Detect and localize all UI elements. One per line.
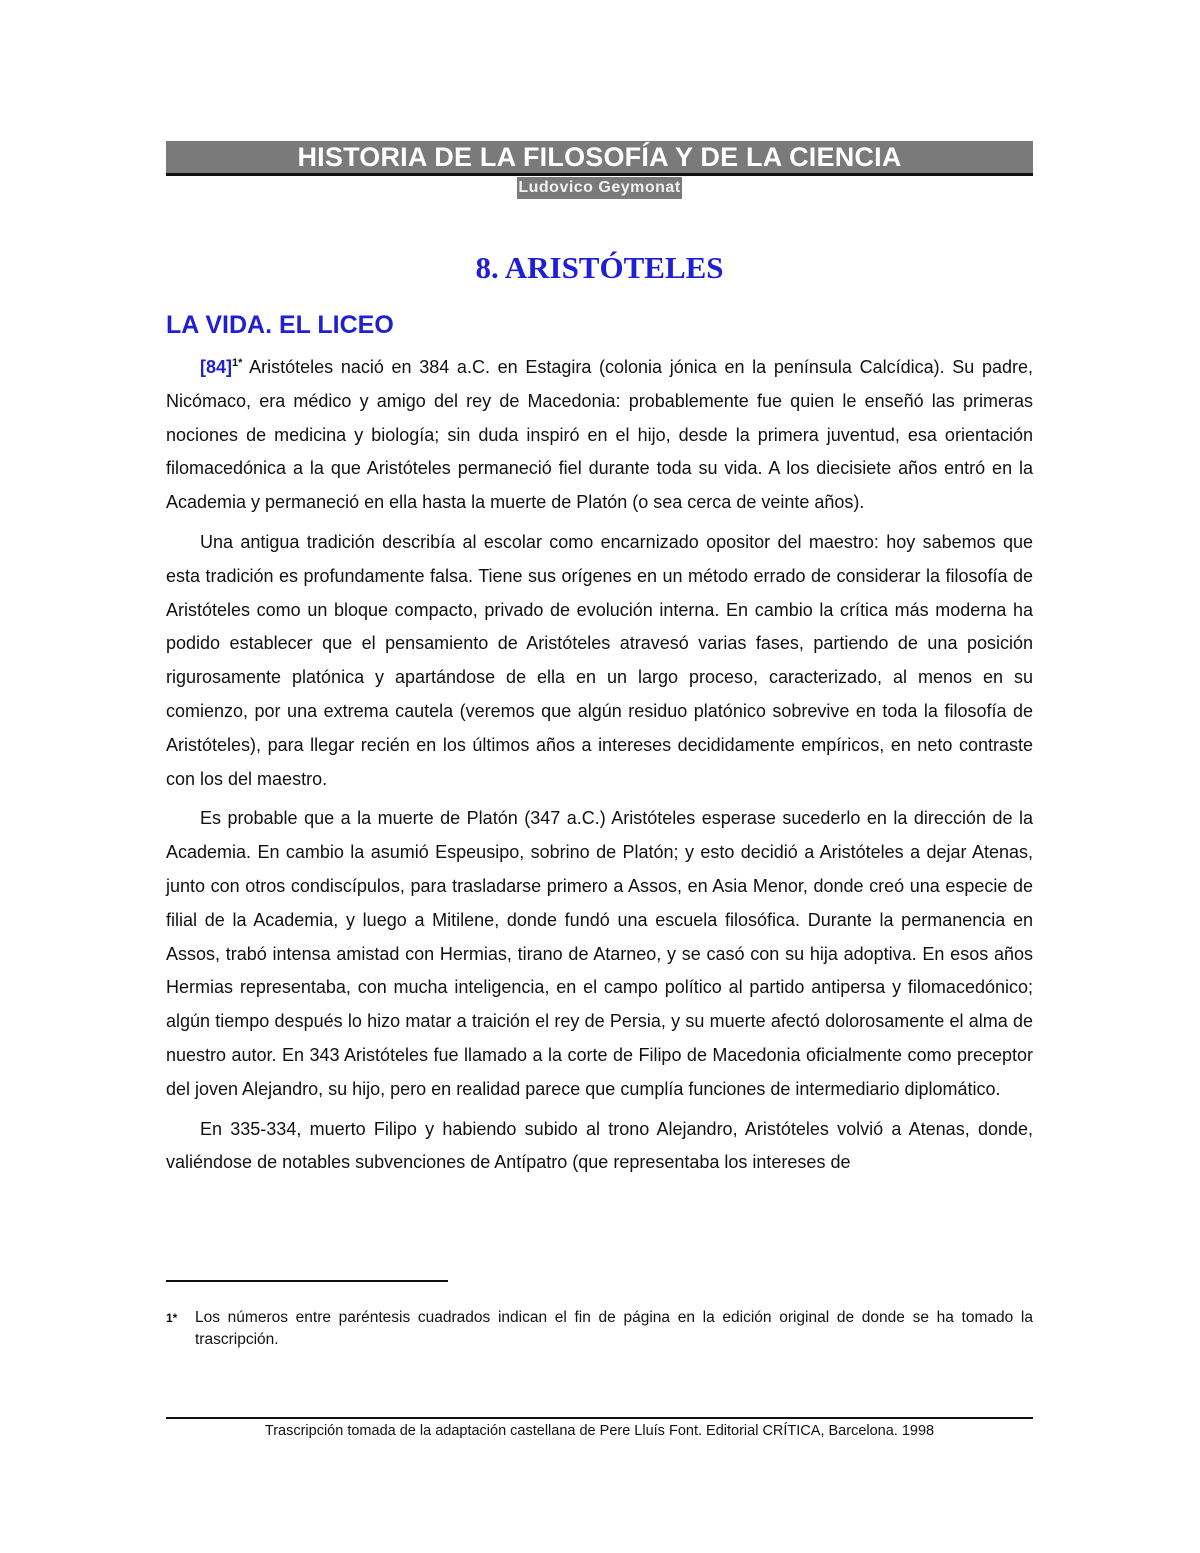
- paragraph-3: Es probable que a la muerte de Platón (347 a.C.) Aristóteles esperase sucederlo en la dirección de la Academia. En cambio la asumió Espeusipo, sobrino de Platón; y esto decidió a Aristóteles a dejar Atenas, junto con otros condiscípulos, para trasladarse primero a Assos, en Asia Menor, donde creó una especie de filial de la Academia, y luego a Mitilene, donde fundó una escuela filosófica. Durante la permanencia en Assos, trabó intensa amistad con Hermias, tirano de Atarneo, y se casó con su hija adoptiva. En esos años Hermias representaba, con mucha inteligencia, en el campo político al partido antipersa y filomacedónico; algún tiempo después lo hizo matar a traición el rey de Persia, y su muerte afectó dolorosamente el alma de nuestro autor. En 343 Aristóteles fue llamado a la corte de Filipo de Macedonia oficialmente como preceptor del joven Alejandro, su hijo, pero en realidad parece que cumplía funciones de intermediario diplomático.: [166, 808, 1033, 1099]
- body-text: [166, 351, 1033, 1186]
- footnote-number: 1*: [166, 1311, 178, 1325]
- author-line: [166, 177, 1033, 199]
- paragraph-1: [166, 351, 1033, 520]
- author-name: Ludovico Geymonat: [517, 177, 681, 199]
- footnote-marker: 1*: [232, 357, 243, 369]
- book-title: HISTORIA DE LA FILOSOFÍA Y DE LA CIENCIA: [166, 141, 1033, 176]
- footnote-separator: [166, 1280, 448, 1282]
- section-title: LA VIDA. EL LICEO: [166, 311, 394, 339]
- paragraph-1-text: Aristóteles nació en 384 a.C. en Estagira (colonia jónica en la península Calcídica). Su padre, Nicómaco, era médico y amigo del rey de Macedonia: probablemente fue quien le enseñó las primeras nociones de medicina y biología; sin duda inspiró en el hijo, desde la primera juventud, esa orientación filomacedónica a la que Aristóteles permaneció fiel durante toda su vida. A los diecisiete años entró en la Academia y permaneció en ella hasta la muerte de Platón (o sea cerca de veinte años).: [166, 357, 1033, 513]
- footnote: [166, 1307, 1033, 1351]
- footer-separator: [166, 1417, 1033, 1419]
- chapter-title: 8. ARISTÓTELES: [475, 250, 724, 285]
- page-footer: Trascripción tomada de la adaptación castellana de Pere Lluís Font. Editorial CRÍTICA, Barcelona. 1998: [264, 1423, 935, 1439]
- footnote-text: Los números entre paréntesis cuadrados indican el fin de página en la edición original de donde se ha tomado la trascripción.: [195, 1309, 1033, 1348]
- page-reference: [84]: [200, 357, 233, 377]
- document-header: [166, 141, 1033, 199]
- paragraph-4: En 335-334, muerto Filipo y habiendo subido al trono Alejandro, Aristóteles volvió a Atenas, donde, valiéndose de notables subvenciones de Antípatro (que representaba los intereses de: [166, 1118, 1033, 1173]
- paragraph-2: Una antigua tradición describía al escolar como encarnizado opositor del maestro: hoy sabemos que esta tradición es profundamente falsa. Tiene sus orígenes en un método errado de considerar la filosofía de Aristóteles como un bloque compacto, privado de evolución interna. En cambio la crítica más moderna ha podido establecer que el pensamiento de Aristóteles atravesó varias fases, partiendo de una posición rigurosamente platónica y apartándose de ella en un largo proceso, caracterizado, al menos en su comienzo, por una extrema cautela (veremos que algún residuo platónico sobrevive en toda la filosofía de Aristóteles), para llegar recién en los últimos años a intereses decididamente empíricos, en neto contraste con los del maestro.: [166, 531, 1033, 789]
